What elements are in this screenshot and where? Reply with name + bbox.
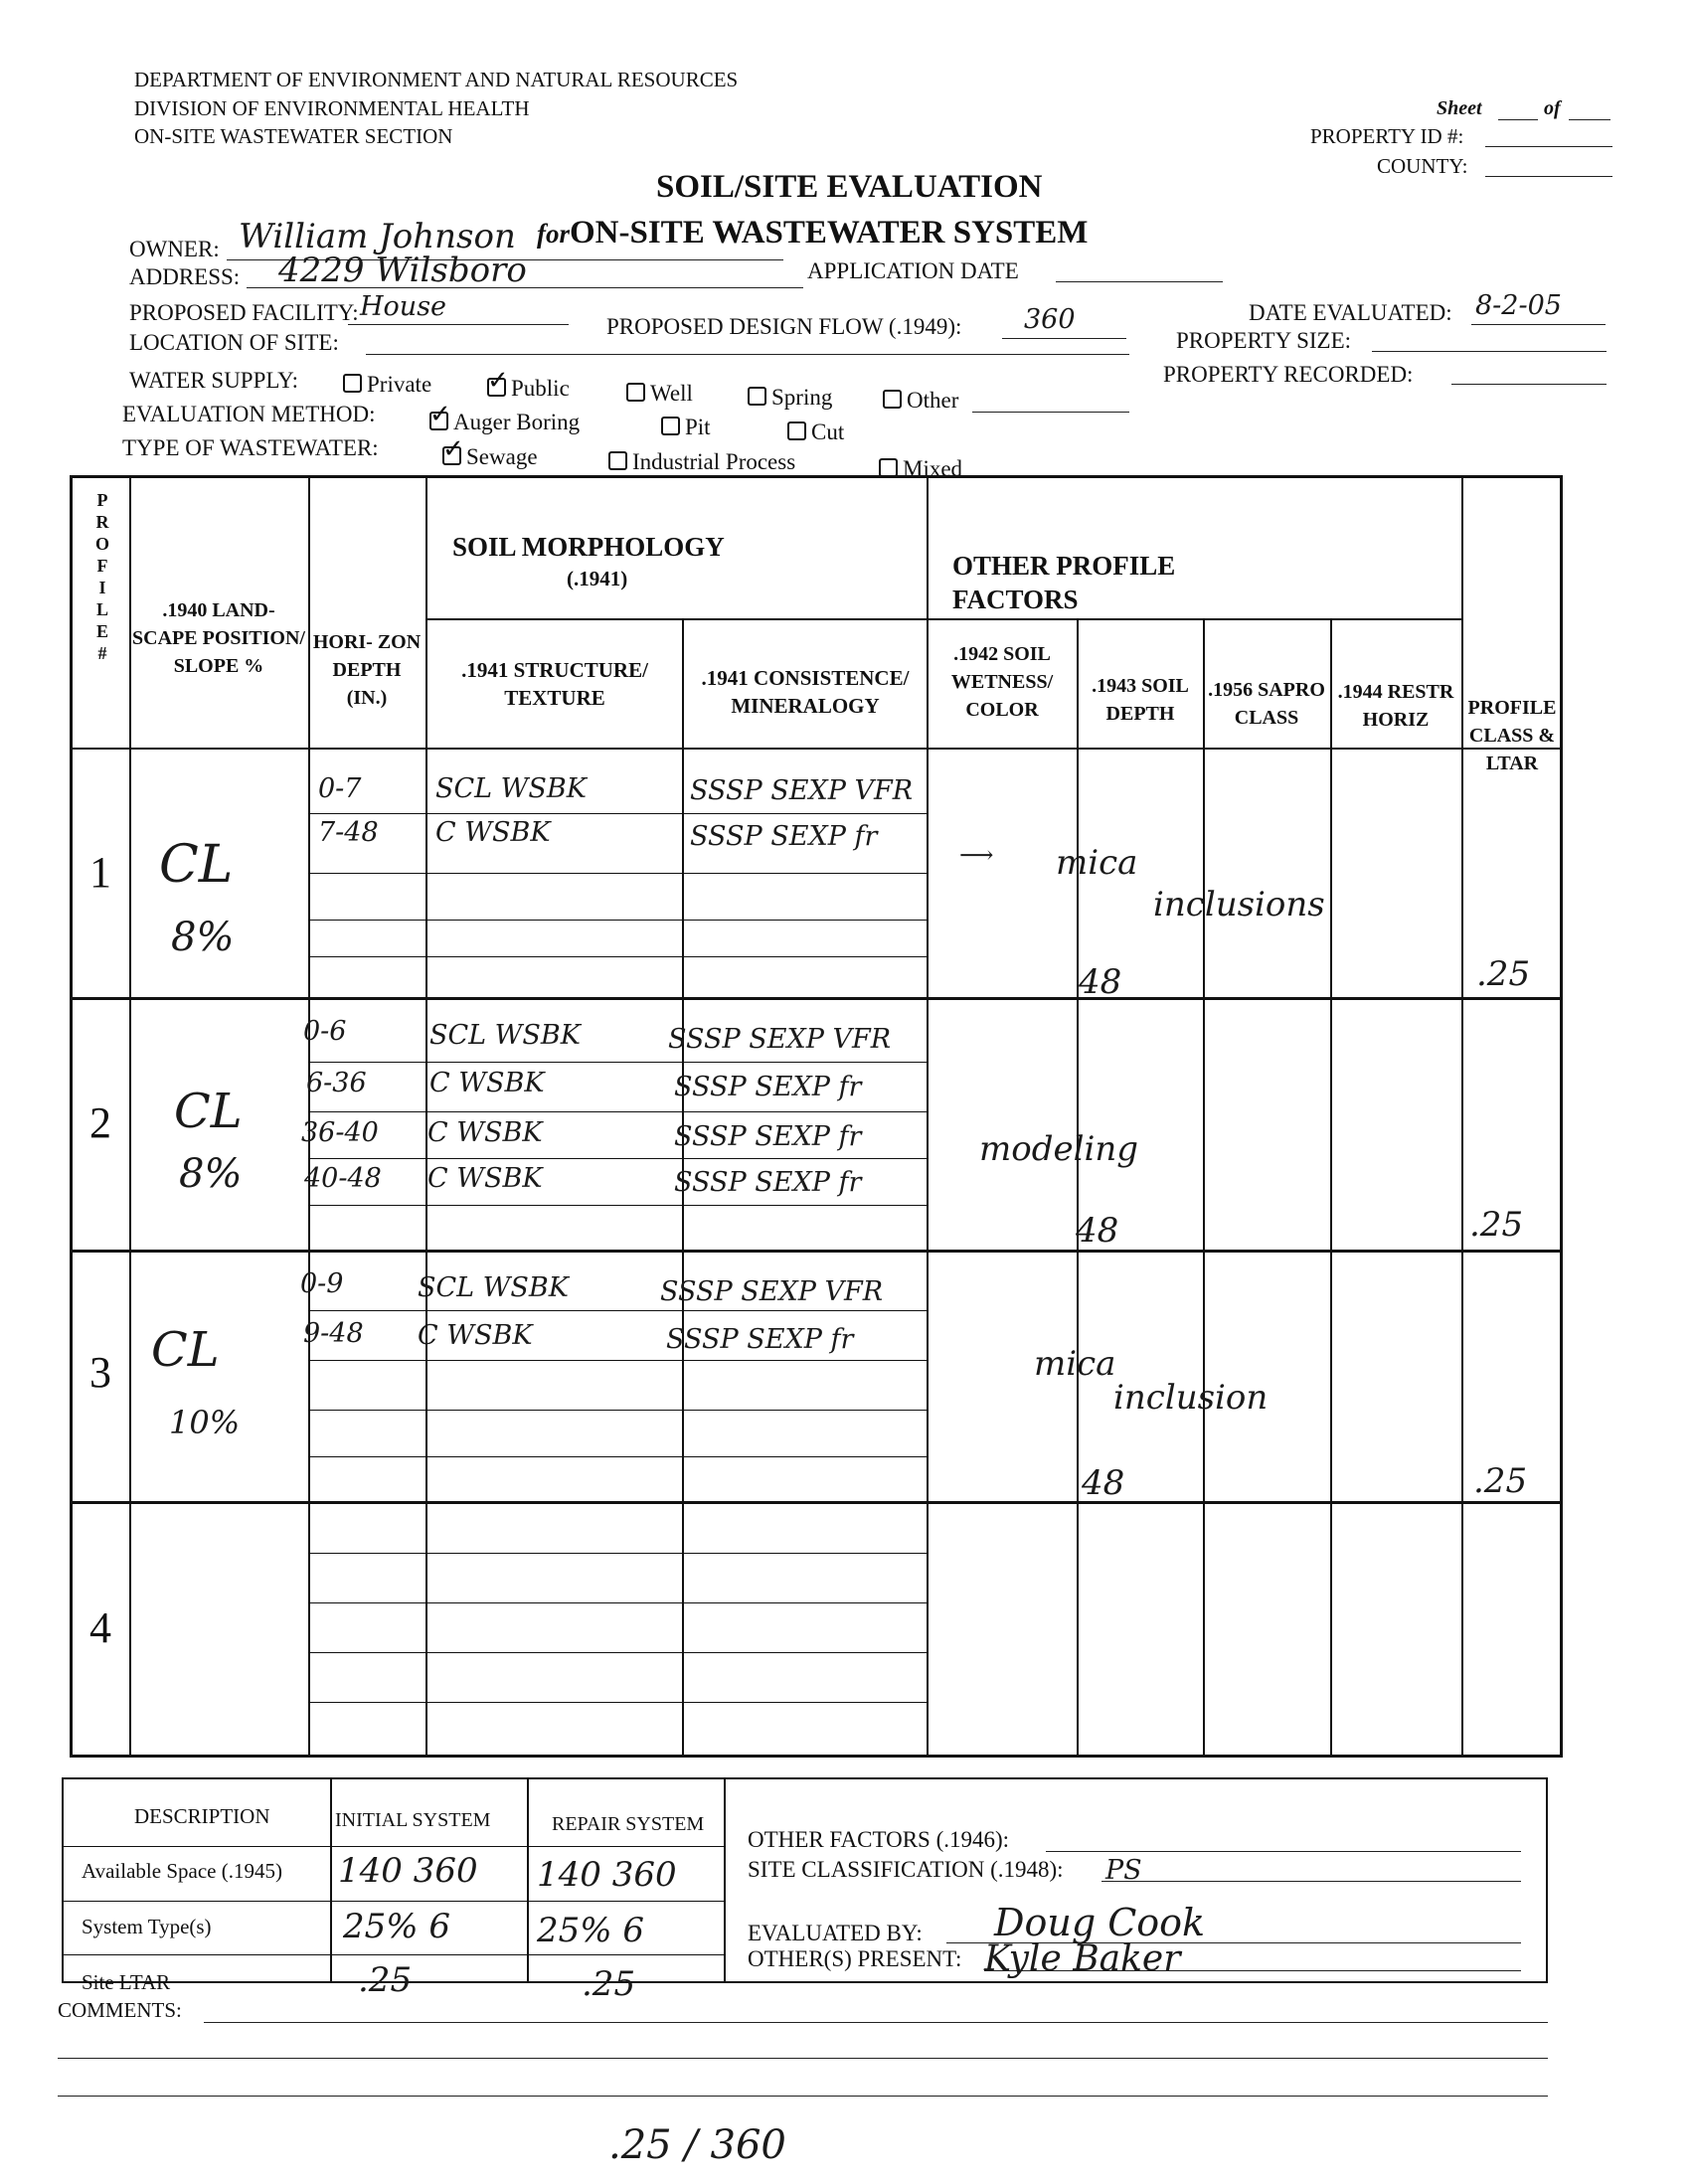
horizon-depth: 0-9 [300,1268,344,1299]
water-supply-other-field[interactable] [972,412,1129,413]
slope-value: 10% [169,1404,241,1441]
horizon-line [308,1111,927,1112]
profile-note: modeling [979,1129,1139,1169]
wastewater-sewage[interactable] [442,434,538,470]
horizon-line [308,1602,927,1603]
landscape-value: CL [151,1322,220,1378]
comments-field-line[interactable] [58,2096,1548,2097]
header-divider [927,618,1461,620]
consistence-value: SSSP SEXP fr [674,1167,862,1198]
ltar-value: .25 [1476,954,1531,994]
water-supply-spring[interactable] [748,385,832,411]
sapro-col-header: .1956 SAPRO CLASS [1208,679,1325,729]
option-label: Public [511,376,570,401]
horizon-line [308,873,927,874]
property-size-field[interactable] [1372,351,1607,352]
form-subtitle [537,215,1088,252]
section-line: ON-SITE WASTEWATER SECTION [134,124,453,148]
profile-note: inclusion [1113,1378,1269,1418]
soil-morphology-header: SOIL MORPHOLOGY [452,532,725,562]
consistence-value: SSSP SEXP fr [690,821,878,852]
col-divider [1461,475,1463,1758]
water-supply-other[interactable] [883,388,958,414]
slope-value: 8% [179,1151,243,1197]
structure-value: C WSBK [435,817,551,848]
profile-number: 1 [89,848,111,897]
property-recorded-label: PROPERTY RECORDED: [1163,362,1414,387]
method-pit[interactable] [661,415,711,440]
of-field[interactable] [1569,119,1610,120]
method-auger[interactable] [429,400,581,435]
others-present-label: OTHER(S) PRESENT: [748,1946,962,1971]
option-label: Private [367,372,432,397]
structure-value: SCL WSBK [435,773,587,804]
consistence-value: SSSP SEXP VFR [668,1024,892,1055]
consistence-value: SSSP SEXP VFR [690,775,914,806]
horizon-depth: 40-48 [304,1163,382,1194]
horizon-line [308,1360,927,1361]
water-supply-well[interactable] [626,381,693,407]
horizon-depth: 9-48 [303,1318,364,1349]
application-date-label: APPLICATION DATE [807,258,1019,283]
horizon-line [308,956,927,957]
other-factors-header: OTHER PROFILE FACTORS [952,551,1176,614]
checkbox-icon [787,421,806,440]
date-evaluated-value: 8-2-05 [1475,290,1562,321]
owner-label: OWNER: [129,237,220,261]
structure-value: C WSBK [429,1068,545,1098]
method-cut[interactable] [787,420,844,445]
evaluated-by-label: EVALUATED BY: [748,1921,923,1945]
profile-number: 4 [89,1603,111,1652]
design-flow-field[interactable] [1002,338,1126,339]
horizon-depth: 6-36 [306,1068,367,1098]
checkbox-checked-icon: ✓ [429,400,451,429]
checkbox-icon [343,374,362,393]
horizon-line [308,920,927,921]
water-supply-private[interactable] [343,372,431,398]
checkbox-icon [883,390,902,409]
col-divider [330,1777,332,1983]
initial-ltar-value: .25 [358,1960,413,2000]
comments-field-line[interactable] [204,2022,1548,2023]
consistence-col-header: .1941 CONSISTENCE/ MINERALOGY [701,666,910,718]
repair-space-value: 140 360 [537,1855,677,1895]
option-label: Spring [771,385,833,410]
property-size-label: PROPERTY SIZE: [1176,328,1352,353]
location-label: LOCATION OF SITE: [129,330,339,355]
application-date-field[interactable] [1056,281,1223,282]
horizon-line [308,1062,927,1063]
address-value: 4229 Wilsboro [278,251,527,290]
row-divider [62,1954,724,1955]
option-label: Auger Boring [453,410,581,434]
col-divider [1077,618,1079,1758]
proposed-facility-field[interactable] [348,324,569,325]
profile-number: 3 [89,1348,111,1397]
property-id-field[interactable] [1485,146,1612,147]
horizon-line [308,1410,927,1411]
ltar-value: .25 [1469,1205,1524,1245]
consistence-value: SSSP SEXP fr [674,1072,862,1102]
consistence-value: SSSP SEXP fr [666,1324,854,1355]
design-flow-value: 360 [1024,304,1076,335]
option-label: Well [650,381,693,406]
option-label: Cut [811,420,845,444]
soil-depth-value: 48 [1082,1463,1125,1503]
checkbox-icon [608,451,627,470]
design-flow-label: PROPOSED DESIGN FLOW (.1949): [606,314,962,339]
wastewater-type-label: TYPE OF WASTEWATER: [122,435,379,460]
site-classification-field[interactable] [1101,1881,1521,1882]
col-divider [1330,618,1332,1758]
horizon-col-header: HORI- ZON DEPTH (IN.) [312,631,422,709]
others-present-signature: Kyle Baker [984,1938,1181,1979]
property-id-label: PROPERTY ID #: [1310,124,1464,148]
repair-ltar-value: .25 [582,1964,636,2004]
sheet-field[interactable] [1498,119,1538,120]
property-recorded-field[interactable] [1451,384,1607,385]
checkbox-icon [748,387,766,406]
consistence-value: SSSP SEXP VFR [660,1276,884,1307]
repair-system-header: REPAIR SYSTEM [552,1813,705,1835]
for-word: for [537,219,570,249]
soil-morphology-code: (.1941) [567,567,628,590]
bottom-handwritten-note: .25 / 360 [608,2122,786,2168]
initial-space-value: 140 360 [338,1851,478,1891]
structure-value: C WSBK [427,1163,543,1194]
soil-depth-col-header: .1943 SOIL DEPTH [1092,675,1189,725]
horizon-line [308,1310,927,1311]
soil-depth-value: 48 [1079,962,1122,1002]
horizon-line [308,1652,927,1653]
checkbox-checked-icon: ✓ [487,366,509,396]
profile-col-header: P R O F I L E # [95,490,110,663]
site-ltar-label: Site LTAR [82,1970,171,1994]
option-label: Sewage [466,444,538,469]
landscape-value: CL [174,1084,243,1139]
initial-system-header: INITIAL SYSTEM [335,1809,491,1831]
date-evaluated-label: DATE EVALUATED: [1249,300,1452,325]
description-header: DESCRIPTION [134,1804,270,1828]
evaluation-method-label: EVALUATION METHOD: [122,402,376,426]
option-label: Other [907,388,959,413]
horizon-depth: 0-6 [303,1016,347,1047]
wetness-col-header: .1942 SOIL WETNESS/ COLOR [950,643,1054,721]
of-label: of [1544,97,1561,119]
horizon-depth: 36-40 [301,1117,379,1148]
form-title: SOIL/SITE EVALUATION [656,169,1043,205]
profile-note: mica [1034,1344,1116,1384]
structure-value: C WSBK [418,1320,533,1351]
water-supply-label: WATER SUPPLY: [129,368,299,393]
horizon-line [308,1702,927,1703]
owner-value: William Johnson [239,217,516,256]
checkbox-checked-icon: ✓ [442,434,464,464]
profile-number: 2 [89,1098,111,1147]
arrow-icon: ⟶ [959,841,994,869]
horizon-line [308,1553,927,1554]
restr-col-header: .1944 RESTR HORIZ [1337,681,1454,731]
proposed-facility-value: House [360,291,447,322]
profile-note: inclusions [1153,885,1325,924]
option-label: Mixed [903,456,963,481]
county-field[interactable] [1485,176,1612,177]
horizon-depth: 0-7 [318,773,362,804]
wastewater-industrial[interactable] [608,449,795,475]
site-classification-value: PS [1105,1855,1142,1886]
checkbox-icon [661,417,680,435]
landscape-col-header: .1940 LAND- SCAPE POSITION/ SLOPE % [132,599,305,677]
structure-value: SCL WSBK [429,1020,581,1051]
structure-value: SCL WSBK [418,1272,569,1303]
horizon-line [308,1158,927,1159]
header-bottom [70,748,1563,750]
other-factors-label: OTHER FACTORS (.1946): [748,1827,1010,1852]
location-field[interactable] [366,354,1129,355]
repair-type-value: 25% 6 [537,1911,645,1950]
division-line: DIVISION OF ENVIRONMENTAL HEALTH [134,96,530,120]
proposed-facility-label: PROPOSED FACILITY: [129,300,359,325]
class-col-header: PROFILE CLASS & LTAR [1467,697,1557,774]
water-supply-public[interactable] [487,366,570,402]
ltar-value: .25 [1473,1461,1528,1501]
row-divider [62,1846,724,1847]
col-divider [1203,618,1205,1758]
horizon-line [308,1205,927,1206]
profile-row-divider [70,997,1563,1000]
sheet-label: Sheet [1437,97,1482,119]
profile-row-divider [70,1250,1563,1253]
horizon-depth: 7-48 [318,817,379,848]
profile-row-divider [70,1501,1563,1504]
col-divider [927,475,929,1758]
row-divider [62,1901,724,1902]
system-type-label: System Type(s) [82,1915,212,1938]
horizon-line [308,813,927,814]
soil-depth-value: 48 [1076,1211,1119,1251]
option-label: Industrial Process [632,449,796,474]
checkbox-icon [626,383,645,402]
col-divider [527,1777,529,1983]
slope-value: 8% [171,915,235,960]
structure-value: C WSBK [427,1117,543,1148]
date-evaluated-field[interactable] [1471,324,1606,325]
other-factors-field[interactable] [1046,1851,1521,1852]
structure-col-header: .1941 STRUCTURE/ TEXTURE [461,658,648,710]
county-label: COUNTY: [1377,154,1468,178]
comments-label: COMMENTS: [58,1998,182,2022]
department-line: DEPARTMENT OF ENVIRONMENT AND NATURAL RESOURCES [134,68,739,91]
form-subtitle-text: ON-SITE WASTEWATER SYSTEM [570,215,1089,251]
profile-note: mica [1056,843,1138,883]
initial-type-value: 25% 6 [343,1907,451,1946]
consistence-value: SSSP SEXP fr [674,1121,862,1152]
comments-field-line[interactable] [58,2058,1548,2059]
landscape-value: CL [159,835,234,895]
horizon-line [308,1456,927,1457]
option-label: Pit [685,415,711,439]
header-divider [425,618,927,620]
col-divider [425,475,427,1758]
evaluated-by-signature: Doug Cook [994,1901,1206,1944]
site-classification-label: SITE CLASSIFICATION (.1948): [748,1857,1064,1882]
address-label: ADDRESS: [129,264,241,289]
available-space-label: Available Space (.1945) [82,1859,282,1883]
col-divider [724,1777,726,1983]
